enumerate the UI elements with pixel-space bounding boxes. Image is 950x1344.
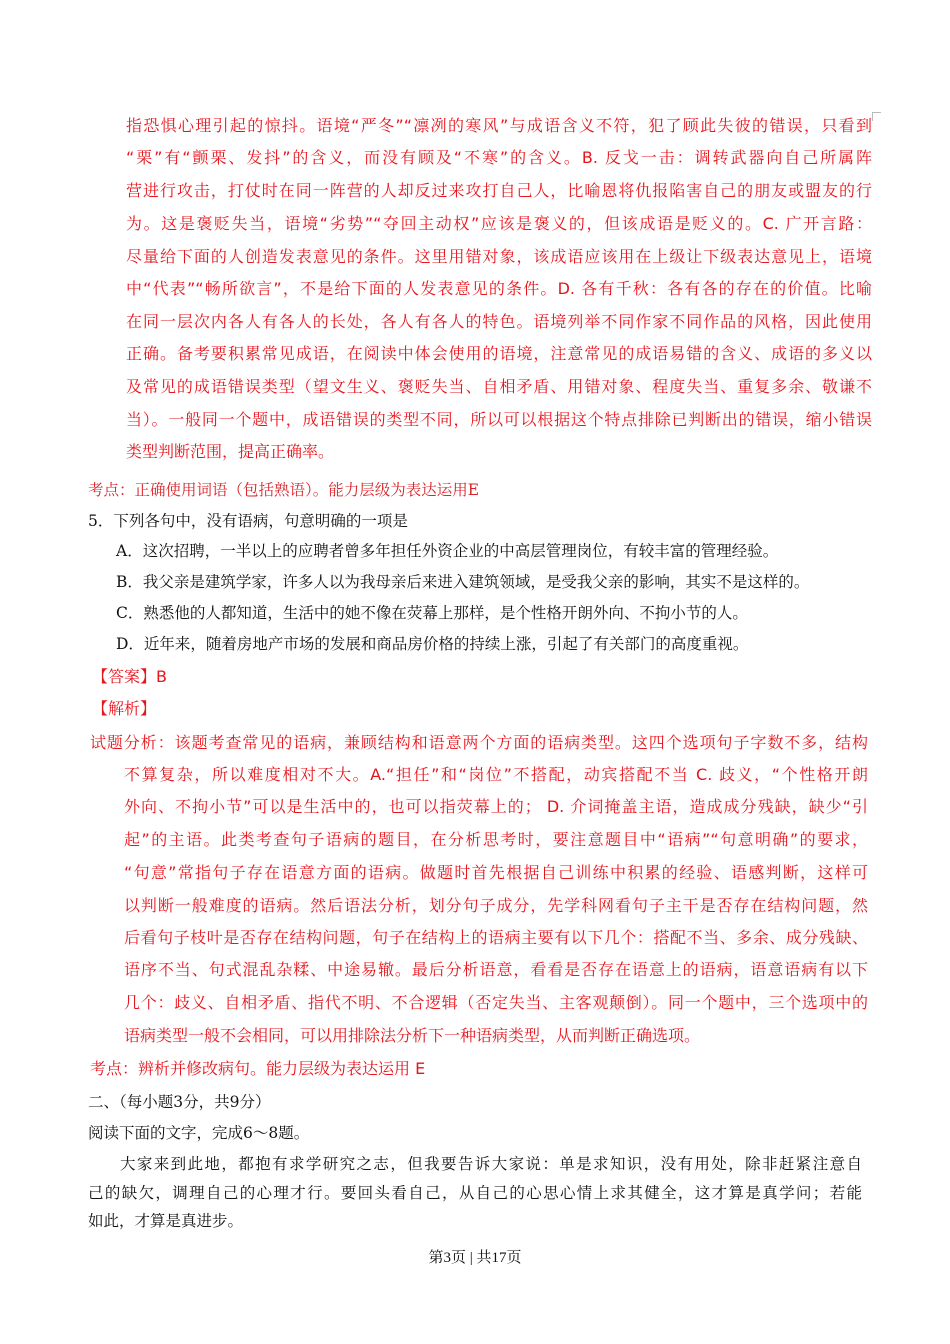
analysis-line: 语病类型一般不会相同，可以用排除法分析下一种语病类型，从而判断正确选项。 <box>124 1026 701 1045</box>
explanation-line: 当）。一般同一个题中，成语错误的类型不同，所以可以根据这个特点排除已判断出的错误，缩小错误 <box>126 410 872 429</box>
analysis-line: 不算复杂，所以难度相对不大。A.“担任”和“岗位”不搭配，动宾搭配不当 C. 歧义，“个性格开朗 <box>124 765 868 784</box>
explanation-line: 中“代表”“畅所欲言”，不是给下面的人发表意见的条件。D. 各有千秋：各有各的存在的价值。比喻 <box>126 279 872 298</box>
question-option: A．这次招聘，一半以上的应聘者曾多年担任外资企业的中高层管理岗位，有较丰富的管理经验。 <box>116 542 779 560</box>
question-stem: 5．下列各句中，没有语病，句意明确的一项是 <box>88 512 408 530</box>
page-corner-mark <box>872 112 881 121</box>
analysis-line: 试题分析：该题考查常见的语病，兼顾结构和语意两个方面的语病类型。这四个选项句子字数不多，结构 <box>90 733 868 752</box>
question-option: C．熟悉他的人都知道，生活中的她不像在荧幕上那样，是个性格开朗外向、不拘小节的人。 <box>116 604 748 622</box>
explanation-line: 正确。备考要积累常见成语，在阅读中体会使用的语境，注意常见的成语易错的含义、成语的多义以 <box>126 344 872 363</box>
explanation-line: 及常见的成语错误类型（望文生义、褒贬失当、自相矛盾、用错对象、程度失当、重复多余、敬谦不 <box>126 377 872 396</box>
passage-line: 如此，才算是真进步。 <box>88 1212 244 1230</box>
question-option: D．近年来，随着房地产市场的发展和商品房价格的持续上涨，引起了有关部门的高度重视。 <box>116 635 749 653</box>
explanation-line: 在同一层次内各人有各人的长处，各人有各人的特色。语境列举不同作家不同作品的风格，因此使用 <box>126 312 872 331</box>
kaodian-note: 考点：正确使用词语（包括熟语）。能力层级为表达运用E <box>88 481 480 499</box>
reading-instruction: 阅读下面的文字，完成6～8题。 <box>88 1124 310 1142</box>
analysis-line: 以判断一般难度的语病。然后语法分析，划分句子成分，先学科网看句子主干是否存在结构问题，然 <box>124 896 868 915</box>
passage-line: 大家来到此地，都抱有求学研究之志，但我要告诉大家说：单是求知识，没有用处，除非赶紧注意自 <box>120 1155 862 1173</box>
explanation-line: 营进行攻击，打仗时在同一阵营的人却反过来攻打自己人，比喻恩将仇报陷害自己的朋友或盟友的行 <box>126 181 872 200</box>
explanation-line: 尽量给下面的人创造发表意见的条件。这里用错对象，该成语应该用在上级让下级表达意见上，语境 <box>126 247 872 266</box>
kaodian-note: 考点：辨析并修改病句。能力层级为表达运用 E <box>90 1059 426 1078</box>
analysis-line: 外向、不拘小节”可以是生活中的，也可以指荧幕上的； D. 介词掩盖主语，造成成分残缺，缺少“引 <box>124 797 868 816</box>
analysis-label: 【解析】 <box>92 699 157 718</box>
explanation-line: 类型判断范围，提高正确率。 <box>126 442 335 461</box>
analysis-line: 几个：歧义、自相矛盾、指代不明、不合逻辑（否定失当、主客观颠倒）。同一个题中，三个选项中的 <box>124 993 868 1012</box>
analysis-line: 起”的主语。此类考查句子语病的题目，在分析思考时，要注意题目中“语病”“句意明确”的要求， <box>124 830 868 849</box>
question-option: B．我父亲是建筑学家，许多人以为我母亲后来进入建筑领域，是受我父亲的影响，其实不是这样的。 <box>116 573 810 591</box>
analysis-line: 语序不当、句式混乱杂糅、中途易辙。最后分析语意，看看是否存在语意上的语病，语意语病有以下 <box>124 960 868 979</box>
passage-line: 己的缺欠，调理自己的心理才行。要回头看自己，从自己的心思心情上求其健全，这才算是真学问；若能 <box>88 1184 862 1202</box>
page-footer: 第3页 | 共17页 <box>428 1250 522 1266</box>
analysis-line: “句意”常指句子存在语意方面的语病。做题时首先根据自己训练中积累的经验、语感判断，这样可 <box>124 863 868 882</box>
explanation-line: 为。这是褒贬失当，语境“劣势”“夺回主动权”应该是褒义的，但该成语是贬义的。C. 广开言路： <box>126 214 872 233</box>
explanation-line: “栗”有“颤栗、发抖”的含义，而没有顾及“不寒”的含义。B. 反戈一击：调转武器向自己所属阵 <box>126 148 872 167</box>
answer-label: 【答案】B <box>92 667 167 686</box>
section-heading: 二、（每小题3分，共9分） <box>88 1093 271 1111</box>
explanation-line: 指恐惧心理引起的惊抖。语境“严冬”“凛冽的寒风”与成语含义不符，犯了顾此失彼的错误，只看到 <box>126 116 872 135</box>
analysis-line: 后看句子枝叶是否存在结构问题，句子在结构上的语病主要有以下几个：搭配不当、多余、成分残缺、 <box>124 928 868 947</box>
